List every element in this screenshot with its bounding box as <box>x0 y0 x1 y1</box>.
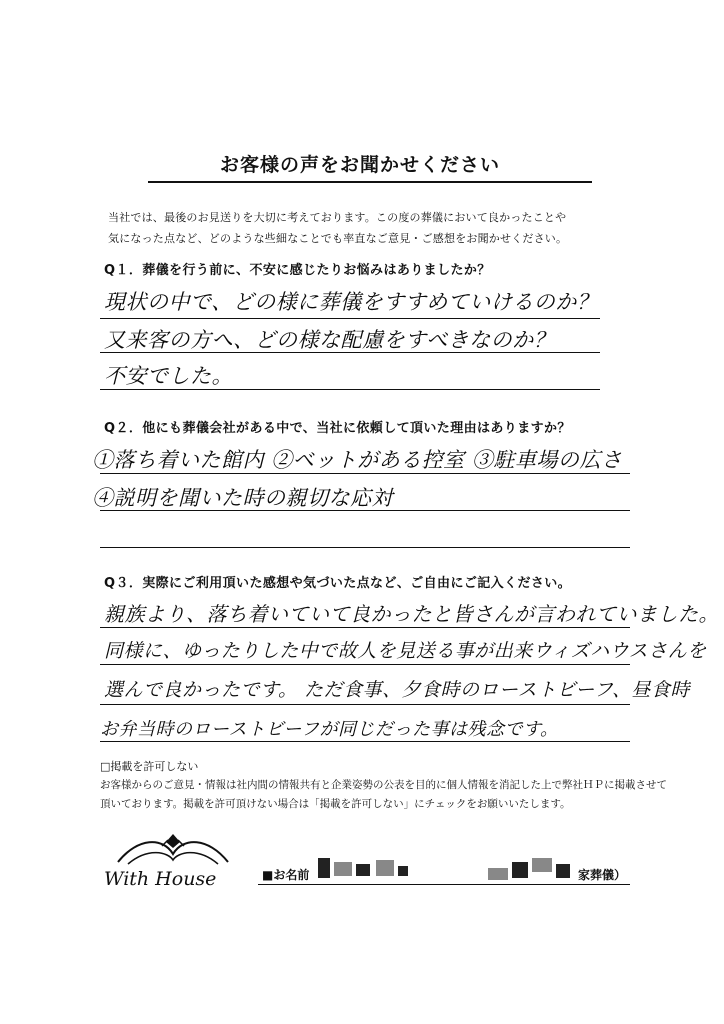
question-2: Q２．他にも葬儀会社がある中で、当社に依頼して頂いた理由はありますか？ <box>104 421 571 436</box>
q1-answer-line-3: 不安でした。 <box>104 364 233 388</box>
redacted-family-block <box>488 868 508 880</box>
q3-answer-line-4: お弁当時のローストビーフが同じだった事は残念です。 <box>100 719 559 740</box>
consent-note-line-1: お客様からのご意見・情報は社内間の情報共有と企業姿勢の公表を目的に個人情報を消記した上で弊社ＨＰに掲載させて <box>100 779 667 791</box>
q1-answer-line-2: 又来客の方へ、どの様な配慮をすべきなのか？ <box>104 328 556 352</box>
q3-rule-3 <box>100 704 630 705</box>
q3-rule-2 <box>100 664 630 665</box>
q2-rule-1 <box>100 473 630 474</box>
q1-answer-line-1: 現状の中で、どの様に葬儀をすすめていけるのか？ <box>104 290 599 314</box>
question-1: Q１．葬儀を行う前に、不安に感じたりお悩みはありましたか？ <box>104 263 491 278</box>
consent-note-line-2: 頂いております。掲載を許可頂けない場合は「掲載を許可しない」にチェックをお願いいたします。 <box>100 798 571 810</box>
redacted-name-block <box>398 866 408 876</box>
intro-line-1: 当社では、最後のお見送りを大切に考えております。この度の葬儀において良かったことや <box>108 211 567 224</box>
redacted-family-block <box>556 864 570 878</box>
q3-answer-line-3: 選んで良かったです。 ただ食事、夕食時のローストビーフ、昼食時 <box>104 679 690 701</box>
q3-answer-line-2: 同様に、ゆったりした中で故人を見送る事が出来ウィズハウスさんを <box>104 640 707 662</box>
q2-rule-3 <box>100 547 630 548</box>
title-underline <box>148 181 592 183</box>
consent-checkbox-label[interactable]: □掲載を許可しない <box>100 760 199 773</box>
redacted-family-block <box>512 862 528 878</box>
q2-answer-line-1: ①落ち着いた館内 ②ベットがある控室 ③駐車場の広さ <box>92 448 623 472</box>
q3-rule-4 <box>100 741 630 742</box>
q1-rule-2 <box>100 352 600 353</box>
signature-underline <box>258 884 630 885</box>
q1-rule-3 <box>100 389 600 390</box>
q2-rule-2 <box>100 510 630 511</box>
q1-rule-1 <box>100 318 600 319</box>
logo-text: With House <box>104 868 217 890</box>
redacted-name-block <box>318 858 330 878</box>
family-suffix: 家葬儀） <box>578 868 627 882</box>
logo-emblem <box>108 832 238 872</box>
question-3: Q３．実際にご利用頂いた感想や気づいた点など、ご自由にご記入ください。 <box>104 576 572 591</box>
redacted-name-block <box>356 864 370 876</box>
page-title: お客様の声をお聞かせください <box>219 154 500 176</box>
q3-rule-1 <box>100 627 630 628</box>
q3-answer-line-1: 親族より、落ち着いていて良かったと皆さんが言われていました。 <box>104 602 719 626</box>
redacted-name-block <box>376 860 394 876</box>
redacted-name-block <box>334 862 352 876</box>
name-label: ■お名前 <box>262 868 310 882</box>
intro-line-2: 気になった点など、どのような些細なことでも率直なご意見・ご感想をお聞かせください。 <box>108 232 568 245</box>
redacted-family-block <box>532 858 552 872</box>
q2-answer-line-2: ④説明を聞いた時の親切な応対 <box>92 486 393 510</box>
